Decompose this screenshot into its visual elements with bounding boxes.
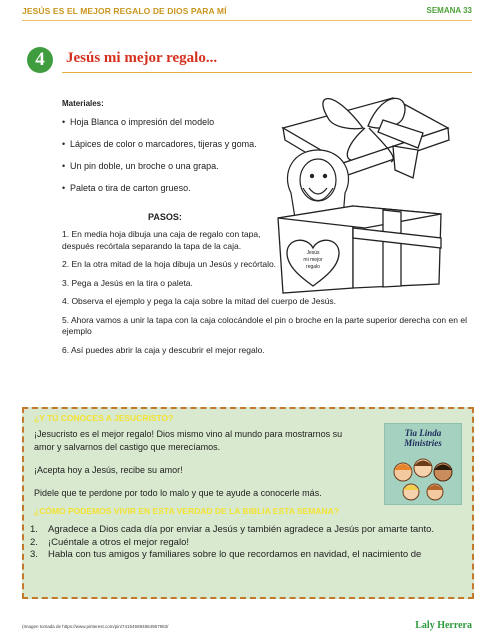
activity-number-badge: 4 [27, 47, 53, 73]
week-label: SEMANA 33 [426, 6, 472, 15]
step-item: 2. En la otra mitad de la hoja dibuja un Jesús y recórtalo. [62, 259, 277, 269]
list-item: • Lápices de color o marcadores, tijeras y goma. [62, 139, 257, 149]
application-heading: ¿CÓMO PODEMOS VIVIR EN ESTA VERDAD DE LA BIBLIA ESTA SEMANA? [34, 506, 339, 516]
step-item: 5. Ahora vamos a unir la tapa con la caja colocándole el pin o broche en la parte superior derecha con en el ejemplo [62, 314, 467, 336]
step-item: 3. Pega a Jesús en la tira o paleta. [62, 277, 193, 288]
reflection-box [22, 407, 474, 599]
series-title: JESÚS ES EL MEJOR REGALO DE DIOS PARA MÍ [22, 6, 227, 16]
application-list [30, 524, 470, 562]
step-item: 4. Observa el ejemplo y pega la caja sobre la mitad del cuerpo de Jesús. [62, 296, 337, 306]
list-item: 3. Habla con tus amigos y familiares sobre lo que recordamos en navidad, el nacimiento de [30, 549, 422, 560]
heart-label-line3: regalo [306, 264, 320, 270]
bullet-icon: • [62, 161, 66, 171]
header-divider [22, 20, 472, 21]
materials-list [62, 116, 257, 204]
title-underline [62, 72, 472, 73]
heart-label-line1: Jesús [306, 250, 320, 256]
list-item: 2. ¡Cuéntale a otros el mejor regalo! [30, 536, 189, 548]
step-item: 1. En media hoja dibuja una caja de regalo con tapa, después recórtala separando la tapa de la caja. [62, 229, 261, 251]
reflection-paragraph-3: Pidele que te perdone por todo lo malo y que te ayude a conocerle más. [34, 488, 322, 498]
logo-line-1: Tia Linda [404, 428, 442, 438]
list-item: • Hoja Blanca o impresión del modelo [62, 117, 215, 127]
bullet-icon: • [62, 117, 66, 127]
ministry-logo [384, 423, 462, 505]
logo-line-2: Ministries [404, 438, 442, 448]
steps-heading: PASOS: [148, 212, 182, 222]
steps-list [62, 229, 472, 363]
heart-label-line2: mi mejor [303, 257, 323, 263]
list-item: • Un pin doble, un broche o una grapa. [62, 161, 219, 171]
children-illustration [385, 450, 461, 504]
materials-heading: Materiales: [62, 99, 104, 108]
activity-title: Jesús mi mejor regalo... [66, 50, 218, 66]
bullet-icon: • [62, 183, 66, 193]
bullet-icon: • [62, 139, 66, 149]
reflection-heading: ¿Y TÚ CONOCES A JESUCRISTO? [34, 413, 174, 423]
author-name: Laly Herrera [415, 620, 472, 631]
reflection-paragraph-1: ¡Jesucristo es el mejor regalo! Dios mismo vino al mundo para mostrarnos su amor y salvarnos del castigo que merecíamos. [34, 429, 343, 452]
step-item: 6. Así puedes abrir la caja y descubrir el mejor regalo. [62, 344, 265, 355]
reflection-paragraph-2: ¡Acepta hoy a Jesús, recibe su amor! [34, 465, 183, 475]
list-item: 1. Agradece a Dios cada día por enviar a Jesús y también agradece a Jesús por amarte tanto. [30, 524, 435, 535]
list-item: • Paleta o tira de carton grueso. [62, 183, 191, 193]
image-source-note: (Imagen tomada de https://www.pinterest.com/pin/741545894864967983/ [22, 624, 169, 629]
